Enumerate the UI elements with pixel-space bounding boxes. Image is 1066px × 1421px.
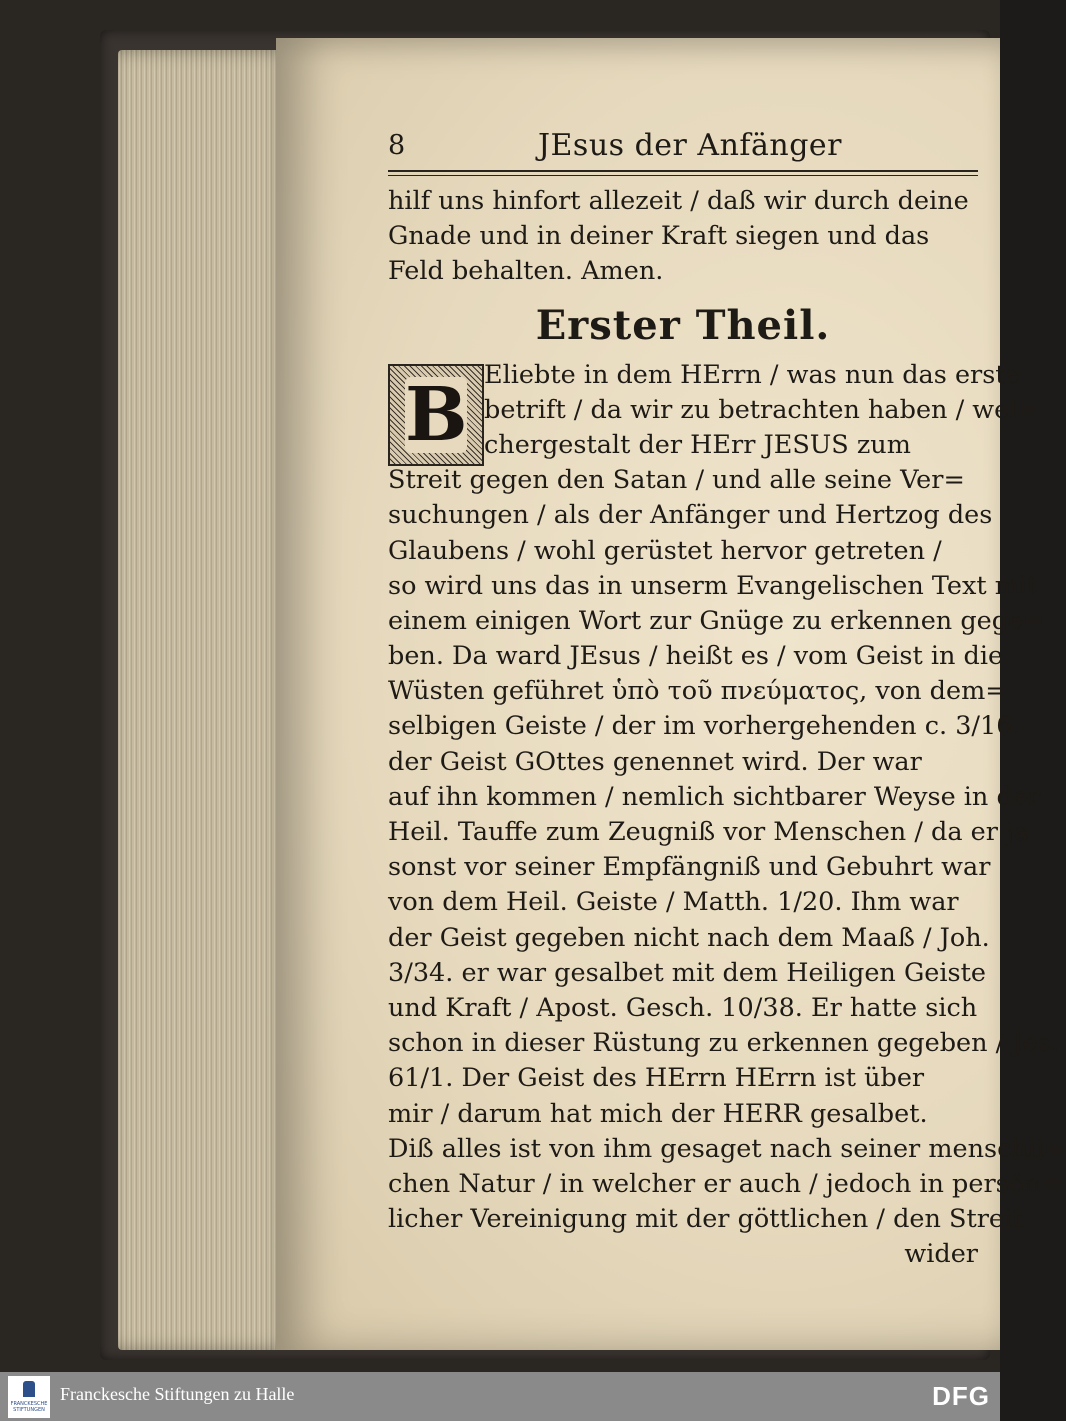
body-line: 61/1. Der Geist des HErrn HErrn ist über <box>388 1063 925 1094</box>
body-line: so wird uns das in unserm Evangelischen Text mit <box>388 570 1038 601</box>
body-line: schon in dieser Rüstung zu erkennen gegeben / Jes. <box>388 1028 1059 1059</box>
body-line: sonst vor seiner Empfängniß und Gebuhrt war <box>388 852 991 883</box>
decorated-initial <box>388 364 484 466</box>
body-line: mir / darum hat mich der HERR gesalbet. <box>388 1098 928 1129</box>
body-text <box>388 463 1066 1237</box>
running-head <box>388 126 978 172</box>
double-rule <box>388 172 978 176</box>
body-line: von dem Heil. Geiste / Matth. 1/20. Ihm war <box>388 887 959 918</box>
franckesche-logo[interactable] <box>8 1376 50 1418</box>
body-line: auf ihn kommen / nemlich sichtbarer Weyse in der <box>388 781 1041 812</box>
footer-bar <box>0 1372 1000 1421</box>
catchword: wider <box>904 1239 978 1270</box>
intro-line: Feld behalten. Amen. <box>388 256 664 287</box>
initial-letter: B <box>405 371 468 458</box>
body-line: der Geist gegeben nicht nach dem Maaß / Joh. <box>388 922 990 953</box>
building-icon <box>23 1381 35 1397</box>
body-line: der Geist GOttes genennet wird. Der war <box>388 746 922 777</box>
running-title: JEsus der Anfänger <box>538 128 843 163</box>
body-line: einem einigen Wort zur Gnüge zu erkennen gege= <box>388 605 1045 636</box>
section-title: Erster Theil. <box>535 301 831 349</box>
decorated-initial-block <box>388 358 1039 464</box>
body-line: chen Natur / in welcher er auch / jedoch in persön= <box>388 1168 1062 1199</box>
body-line: suchungen / als der Anfänger und Hertzog des <box>388 500 993 531</box>
body-line: Diß alles ist von ihm gesaget nach seiner menschli= <box>388 1133 1066 1164</box>
intro-line: Gnade und in deiner Kraft siegen und das <box>388 221 930 252</box>
intro-line: hilf uns hinfort allezeit / daß wir durch deine <box>388 186 969 216</box>
body-line: licher Vereinigung mit der göttlichen / den Streit <box>388 1204 1023 1235</box>
body-line: Streit gegen den Satan / und alle seine Ver= <box>388 465 965 496</box>
initial-line: Eliebte in dem HErrn / was nun das erste <box>484 359 1021 390</box>
body-line: selbigen Geiste / der im vorhergehenden c. 3/16. <box>388 711 1021 742</box>
page-edges <box>118 50 290 1350</box>
body-line: ben. Da ward JEsus / heißt es / vom Geist in die <box>388 641 1004 672</box>
body-line: Glaubens / wohl gerüstet hervor getreten / <box>388 535 942 566</box>
page-number: 8 <box>388 130 406 161</box>
body-line: 3/34. er war gesalbet mit dem Heiligen Geiste <box>388 957 986 988</box>
logo-text: FRANCKESCHE STIFTUNGEN <box>10 1401 48 1413</box>
institution-name[interactable]: Franckesche Stiftungen zu Halle <box>60 1384 295 1404</box>
body-line: Heil. Tauffe zum Zeugniß vor Menschen / da er ja <box>388 817 1030 848</box>
body-line: Wüsten geführet ὑπὸ τοῦ πνεύματος, von dem= <box>388 676 1007 707</box>
body-line: und Kraft / Apost. Gesch. 10/38. Er hatte sich <box>388 992 978 1023</box>
dfg-logo[interactable]: DFG <box>932 1381 990 1411</box>
initial-line: betrift / da wir zu betrachten haben / wel= <box>484 394 1039 425</box>
text-block <box>388 126 1066 1272</box>
initial-line: chergestalt der HErr JESUS zum <box>484 429 911 460</box>
